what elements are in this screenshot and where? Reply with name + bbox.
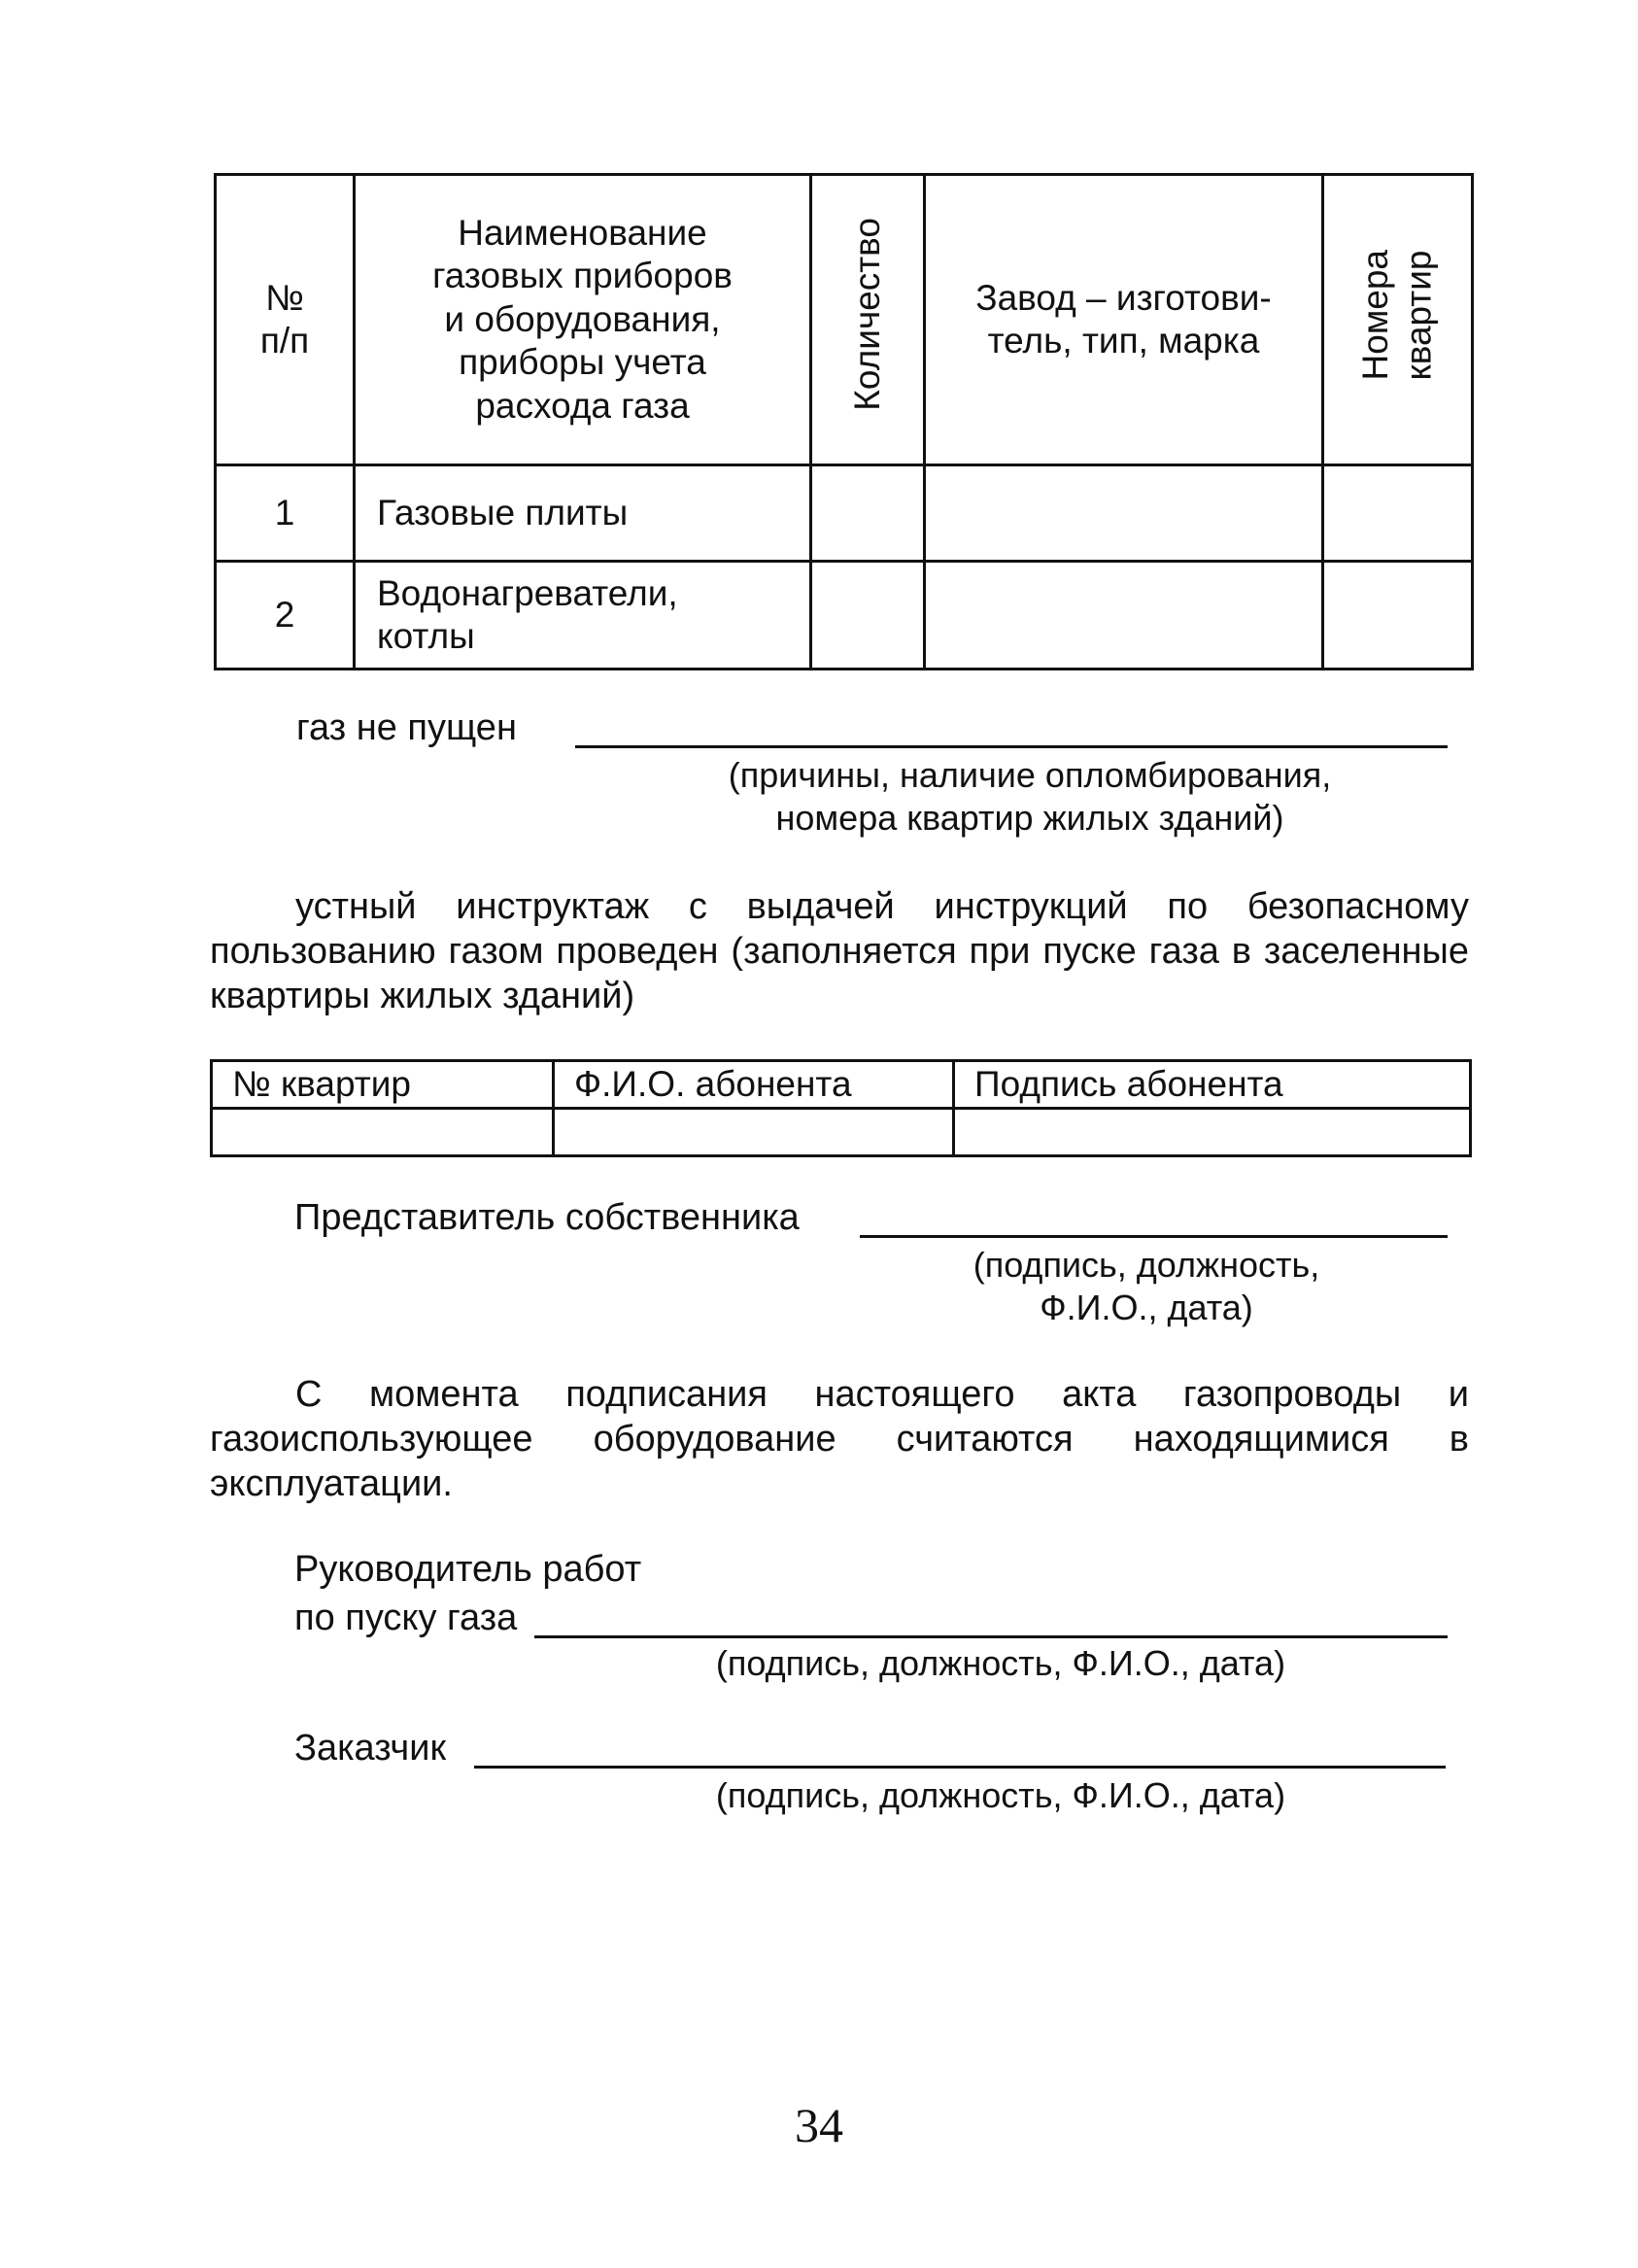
subscriber-name-cell[interactable] (554, 1109, 954, 1156)
gas-not-started-line[interactable] (575, 745, 1448, 748)
header-quantity-line: Количество (846, 218, 887, 412)
header-name-line: Наименование (458, 213, 707, 254)
work-manager-label-line2: по пуску газа (294, 1598, 518, 1638)
page-number: 34 (795, 2098, 843, 2152)
subscriber-header-signature: Подпись абонента (954, 1061, 1471, 1109)
header-name-line: газовых приборов (432, 256, 733, 296)
header-quantity-vertical (846, 218, 889, 411)
operation-statement: С момента подписания настоящего акта газопроводы и газоиспользующее оборудование считаются находящимися в эксплуатации. (210, 1374, 1469, 1504)
caption-line: Ф.И.О., дата) (1040, 1288, 1253, 1327)
row-quantity-cell[interactable] (811, 465, 925, 562)
header-name-line: расхода газа (475, 385, 690, 426)
subscriber-header-name: Ф.И.О. абонента (554, 1061, 954, 1109)
gas-not-started-label: газ не пущен (296, 707, 517, 748)
customer-label: Заказчик (294, 1728, 447, 1769)
caption-line: (причины, наличие опломбирования, (728, 755, 1332, 795)
caption-line: номера квартир жилых зданий) (775, 798, 1284, 838)
row-apartments-cell[interactable] (1323, 465, 1473, 562)
header-apartments-line: Номера (1355, 249, 1396, 381)
row-manufacturer-cell[interactable] (925, 465, 1323, 562)
header-number (216, 175, 355, 465)
row-name-cell (355, 562, 811, 670)
subscriber-header-apartment: № квартир (212, 1061, 554, 1109)
caption-line: (подпись, должность, (973, 1245, 1320, 1285)
table-row (216, 562, 1473, 670)
header-apartments-vertical (1354, 250, 1441, 380)
row-number-cell: 1 (216, 465, 355, 562)
row-apartments-cell[interactable] (1323, 562, 1473, 670)
header-name-line: приборы учета (459, 342, 706, 383)
owner-rep-label: Представитель собственника (294, 1197, 800, 1238)
table-row (212, 1109, 1471, 1156)
header-manufacturer-line: Завод – изготови- (975, 277, 1272, 318)
header-number-line: № (265, 277, 304, 318)
table-row (216, 465, 1473, 562)
row-manufacturer-cell[interactable] (925, 562, 1323, 670)
row-quantity-cell[interactable] (811, 562, 925, 670)
header-number-line: п/п (259, 321, 310, 361)
row-name-line: Водонагреватели, (377, 572, 678, 613)
header-apartments-line: квартир (1398, 249, 1439, 380)
briefing-paragraph: устный инструктаж с выдачей инструкций по безопасному пользованию газом проведен (заполняется при пуске газа в заселенные квартиры жилых зданий) (210, 886, 1469, 1016)
subscriber-apartment-cell[interactable] (212, 1109, 554, 1156)
owner-rep-signature-line[interactable] (860, 1235, 1448, 1238)
customer-caption: (подпись, должность, Ф.И.О., дата) (715, 1775, 1286, 1815)
customer-signature-line[interactable] (474, 1766, 1446, 1769)
row-number-cell: 2 (216, 562, 355, 670)
subscriber-table-header-row (212, 1061, 1471, 1109)
work-manager-signature-line[interactable] (534, 1635, 1448, 1638)
work-manager-label-line1: Руководитель работ (294, 1549, 642, 1590)
row-name-cell (355, 465, 811, 562)
header-apartments (1323, 175, 1473, 465)
header-quantity (811, 175, 925, 465)
owner-rep-caption (855, 1244, 1438, 1329)
gas-not-started-caption (622, 754, 1438, 840)
header-manufacturer (925, 175, 1323, 465)
row-name-line: котлы (377, 616, 475, 656)
header-name (355, 175, 811, 465)
equipment-table-header-row (216, 175, 1473, 465)
header-manufacturer-line: тель, тип, марка (987, 321, 1260, 361)
subscriber-signature-cell[interactable] (954, 1109, 1471, 1156)
subscriber-table (210, 1059, 1472, 1157)
header-name-line: и оборудования, (444, 298, 721, 339)
work-manager-caption: (подпись, должность, Ф.И.О., дата) (715, 1643, 1286, 1683)
row-name-line: Газовые плиты (377, 492, 629, 533)
equipment-table (214, 173, 1474, 670)
